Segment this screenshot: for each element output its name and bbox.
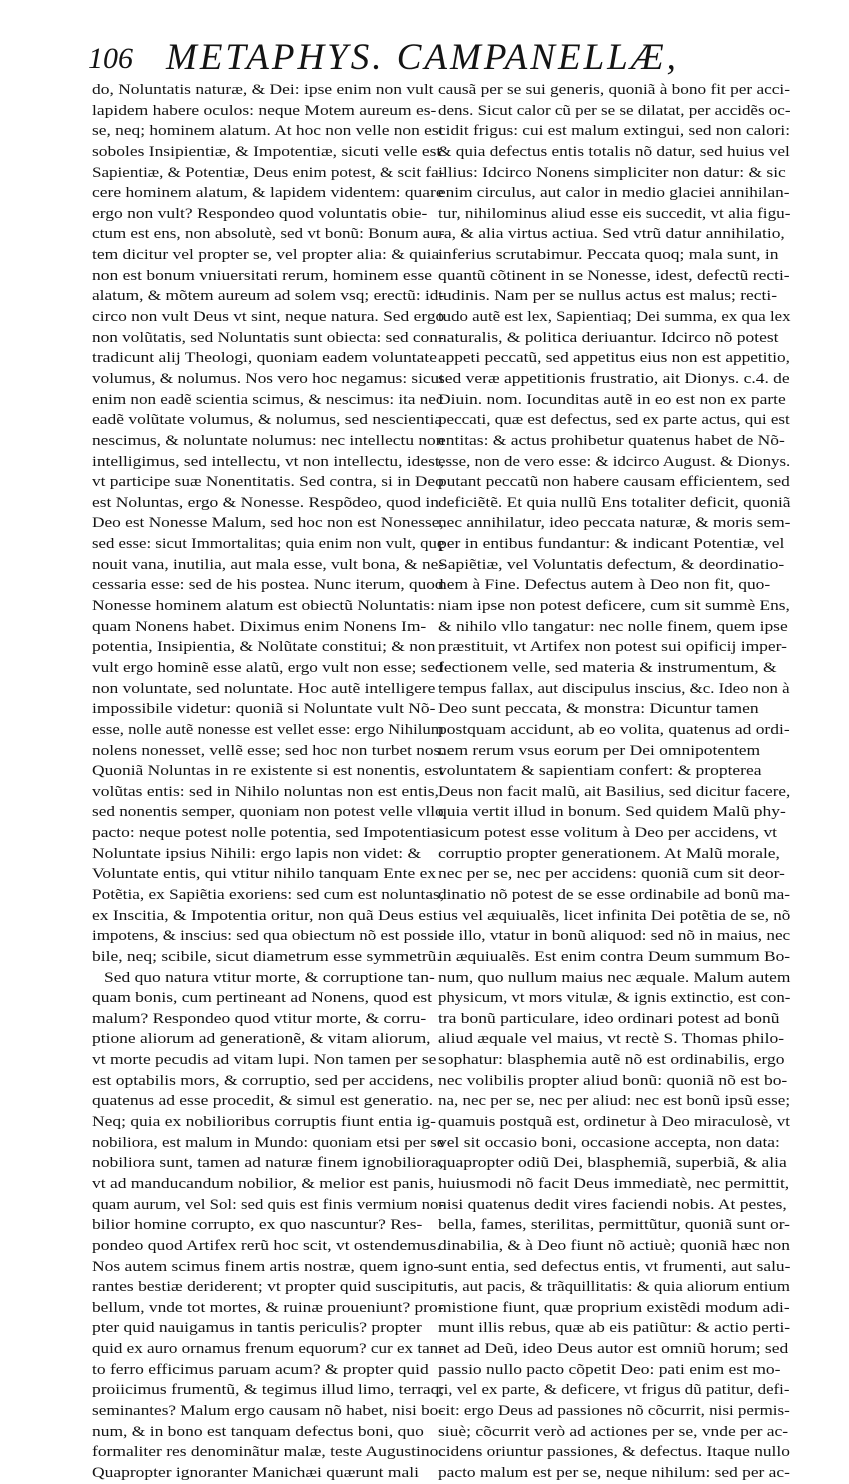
text-line: sed esse: sicut Immortalitas; quia enim non vult, quę <box>92 535 445 553</box>
text-line: Diuin. nom. Iocunditas autẽ in eo est non ex parte <box>438 390 786 408</box>
text-line: net ad Deũ, ideo Deus autor est omniũ horum; sed <box>438 1340 789 1358</box>
text-line: non voluntate, sed noluntate. Hoc autẽ intelligere <box>92 679 436 697</box>
text-line: Sed quo natura vtitur morte, & corruptione tan- <box>104 968 435 986</box>
page-number: 106 <box>88 42 133 75</box>
text-line: volũtas entis: sed in Nihilo noluntas non est entis, <box>92 782 439 800</box>
text-line: quantũ cõtinent in se Nonesse, idest, defectũ recti- <box>438 266 790 284</box>
text-line: ius vel æquiualẽs, licet infinita Dei potẽtia de se, nõ <box>438 906 791 924</box>
text-line: præstituit, vt Artifex non potest sui opificij imper- <box>438 638 787 656</box>
text-line: nouit vana, inutilia, aut mala esse, vult bona, & ne- <box>92 555 445 573</box>
text-line: num, quo nullum maius nec æquale. Malum autem <box>438 968 791 986</box>
running-header <box>86 36 826 80</box>
text-line: & quia defectus entis totalis nõ datur, sed huius vel <box>438 142 790 160</box>
text-line: Deo est Nonesse Malum, sed hoc non est Nonesse, <box>92 514 444 532</box>
text-line: quatenus ad esse procedit, & simul est generatio. <box>92 1092 433 1110</box>
text-line: to ferro efficimus paruam acum? & propter quid <box>92 1360 429 1378</box>
text-line: siuè; cõcurrit verò ad actiones per se, vnde per ac- <box>438 1422 789 1440</box>
text-line: volumus, & nolumus. Nos vero hoc negamus: sicut <box>92 369 444 387</box>
text-line: Sapiẽtiæ, vel Voluntatis defectum, & deordinatio- <box>438 555 785 573</box>
text-line: pondeo quod Artifex rerũ hoc scit, vt ostendemus. <box>92 1236 441 1254</box>
text-line: malum? Respondeo quod vtitur morte, & corru- <box>92 1009 427 1027</box>
right-column <box>438 80 790 1484</box>
text-line: seminantes? Malum ergo causam nõ habet, nisi bo- <box>92 1402 444 1419</box>
text-line: cessaria esse: sed de his postea. Nunc iterum, quod <box>92 576 444 594</box>
text-line: nolens nonesset, vellẽ esse; sed hoc non turbet nos. <box>92 741 445 759</box>
text-line: eadẽ volũtate volumus, & nolumus, sed nescientia <box>92 411 443 429</box>
text-line: nescimus, & noluntate nolumus: nec intellectu non <box>92 431 445 449</box>
text-line: esse, non de vero esse: & idcirco August. & Dionys. <box>438 452 791 470</box>
text-line: dens. Sicut calor cũ per se se dilatat, per accidẽs oc- <box>438 101 791 119</box>
text-line: cere hominem alatum, & lapidem videntem: quare <box>92 184 444 202</box>
text-line: nec volibilis propter aliud bonũ: quoniã nõ est bo- <box>438 1071 788 1089</box>
text-line: & nihilo vllo tangatur: nec nolle finem, quem ipse <box>438 617 788 635</box>
text-line: vel sit occasio boni, occasione accepta, non data: <box>438 1133 780 1151</box>
text-line: quapropter odiũ Dei, blasphemiã, superbiã, & alia <box>438 1154 787 1172</box>
text-line: niam ipse non potest deficere, cum sit summè Ens, <box>438 597 790 615</box>
text-line: quam bonis, cum pertineant ad Nonens, quod est <box>92 989 433 1007</box>
text-line: tempus fallax, aut discipulus inscius, &c. Ideo non à <box>438 679 790 697</box>
text-line: Noluntate ipsius Nihili: ergo lapis non videt: & <box>92 844 422 862</box>
text-line: ctum est ens, non absolutè, sed vt bonũ: Bonum au- <box>92 225 445 243</box>
text-line: sunt entia, sed defectus entis, vt frumenti, aut salu- <box>438 1257 791 1275</box>
text-line: formaliter res denominãtur malæ, teste Augustino. <box>92 1443 443 1461</box>
text-line: potentia, Insipientia, & Nolũtate constitui; & non <box>92 638 436 656</box>
text-line: pacto malum est per se, neque nihilum: sed per ac- <box>438 1463 790 1481</box>
text-line: esse, nolle autẽ nonesse est vellet esse: ergo Nihilum <box>92 720 444 738</box>
text-line: causã per se sui generis, quoniã à bono fit per acci- <box>438 81 790 98</box>
text-line: impotens, & inscius: sed qua obiectum nõ est possi- <box>92 927 445 945</box>
text-line: munt illis rebus, quæ ab eis patiũtur: & actio perti- <box>438 1319 791 1337</box>
text-line: proiicimus frumentũ, & tegimus illud limo, terraq; <box>92 1381 445 1399</box>
text-line: vt morte pecudis ad vitam lupi. Non tamen per se <box>92 1051 437 1069</box>
text-line: in æquiualẽs. Est enim contra Deum summum Bo- <box>438 947 791 965</box>
text-line: putant peccatũ non habere causam efficientem, sed <box>438 473 790 491</box>
text-line: deficiẽtẽ. Et quia nullũ Ens totaliter deficit, quoniã <box>438 493 791 511</box>
text-line: ri, vel ex parte, & deficere, vt frigus dũ patitur, defi- <box>438 1381 790 1399</box>
text-line: nobiliora sunt, tamen ad naturæ finem ignobiliora, <box>92 1154 444 1172</box>
text-line: tra bonũ particulare, ideo ordinari potest ad bonũ <box>438 1009 780 1027</box>
text-line: bile, neq; scibile, sicut diametrum esse symmetrũ. <box>92 947 441 965</box>
text-line: nisi quatenus dedit vires faciendi nobis. At pestes, <box>438 1195 787 1213</box>
text-line: sed veræ appetitionis frustratio, ait Dionys. c.4. de <box>438 369 790 387</box>
text-line: Deo sunt peccata, & monstra: Dicuntur tamen <box>438 700 759 718</box>
text-line: do, Noluntatis naturæ, & Dei: ipse enim non vult <box>92 81 434 98</box>
text-line: ra, & alia virtus actiua. Sed vtrũ datur annihilatio, <box>438 225 785 243</box>
text-line: Nonesse hominem alatum est obiectũ Noluntatis: <box>92 597 435 615</box>
text-line: quam Nonens habet. Diximus enim Nonens Im- <box>92 617 427 635</box>
text-line: Deus non facit malũ, ait Basilius, sed dicitur facere, <box>438 782 791 800</box>
text-line: pter quid nauigamus in tantis periculis? propter <box>92 1319 422 1337</box>
text-line: bella, fames, sterilitas, permittũtur, quoniã sunt or- <box>438 1216 790 1234</box>
text-line: cidit frigus: cui est malum extingui, sed non calori: <box>438 122 791 140</box>
text-line: tis, aut pacis, & trãquillitatis: & quia aliorum entium <box>438 1278 790 1296</box>
text-line: naturalis, & politica deriuantur. Idcirco nõ potest <box>438 328 779 346</box>
text-line: vult ergo hominẽ esse alatũ, ergo vult non esse; sed <box>92 658 444 676</box>
left-column <box>92 80 444 1484</box>
text-line: peccati, quæ est defectus, sed ex parte actus, qui est <box>438 411 790 429</box>
text-line: corruptio propter generationem. At Malũ morale, <box>438 844 780 862</box>
text-line: est Noluntas, ergo & Nonesse. Respõdeo, quod in <box>92 493 440 511</box>
text-line: bilior homine corrupto, ex quo nascuntur? Res- <box>92 1216 423 1234</box>
text-line: quia vertit illud in bonum. Sed quidem Malũ phy- <box>438 803 786 821</box>
text-line: tradicunt alij Theologi, quoniam eadem voluntate <box>92 349 438 367</box>
text-line: enim non eadẽ scientia scimus, & nescimus: ita nec <box>92 390 444 408</box>
text-line: sicum potest esse volitum à Deo per accidens, vt <box>438 824 778 842</box>
text-line: ex Inscitia, & Impotentia oritur, non quã Deus est <box>92 906 438 924</box>
text-line: nec annihilatur, ideo peccata naturæ, & moris sem- <box>438 514 791 532</box>
text-line: Neq; quia ex nobilioribus corruptis fiunt entia ig- <box>92 1113 436 1131</box>
text-line: Sapientiæ, & Potentiæ, Deus enim potest, & scit fa- <box>92 163 445 181</box>
text-line: voluntatem & sapientiam confert: & propterea <box>438 762 762 780</box>
text-line: ergo non vult? Respondeo quod voluntatis obie- <box>92 204 428 222</box>
text-line: mistione fiunt, quæ proprium existẽdi modum adi- <box>438 1298 790 1316</box>
text-line: circo non vult Deus vt sint, neque natura. Sed ergo <box>92 308 445 326</box>
text-line: alatum, & mõtem aureum ad solem vsq; erectũ: id- <box>92 287 445 305</box>
text-line: rantes bestiæ deriderent; vt propter quid suscipitur <box>92 1278 444 1296</box>
text-line: tudo autẽ est lex, Sapientiaq; Dei summa, ex qua lex <box>438 308 791 326</box>
text-line: huiusmodi nõ facit Deus immediatè, nec permittit, <box>438 1174 790 1192</box>
text-line: Voluntate entis, qui vtitur nihilo tanquam Ente ex <box>92 865 437 883</box>
text-line: quid ex auro ornamus frenum equorum? cur ex tan- <box>92 1340 444 1358</box>
text-line: tem dicitur vel propter se, vel propter alia: & quia <box>92 246 440 264</box>
text-line: tudinis. Nam per se nullus actus est malus; recti- <box>438 287 778 305</box>
text-line: lapidem habere oculos: neque Motem aureum es- <box>92 101 437 119</box>
text-line: fectionem velle, sed materia & instrumentum, & <box>438 658 777 676</box>
text-line: quamuis postquã est, ordinetur à Deo miraculosè, vt <box>438 1113 790 1131</box>
text-line: non est bonum vniuersitati rerum, hominem esse <box>92 266 433 284</box>
text-line: vt participe suæ Nonentitatis. Sed contra, si in Deo <box>92 473 444 491</box>
text-line: inferius scrutabimur. Peccata quoq; mala sunt, in <box>438 246 779 264</box>
text-line: vt ad manducandum nobilior, & melior est panis, <box>92 1174 435 1192</box>
text-line: bellum, vnde tot mortes, & ruinæ proueniunt? pro- <box>92 1298 444 1316</box>
text-line: ptione aliorum ad generationẽ, & vitam aliorum, <box>92 1030 431 1048</box>
text-line: quam aurum, vel Sol: sed quis est finis vermium no- <box>92 1195 445 1213</box>
text-line: sophatur: blasphemia autẽ nõ est ordinabilis, ergo <box>438 1051 785 1069</box>
text-line: est optabilis mors, & corruptio, sed per accidens, <box>92 1071 434 1089</box>
text-line: postquam accidunt, ab eo volita, quatenus ad ordi- <box>438 720 790 738</box>
text-line: nobiliora, est malum in Mundo: quoniam etsi per se <box>92 1133 445 1151</box>
text-line: sed nonentis semper, quoniam non potest velle vllo <box>92 803 444 821</box>
text-line: appeti peccatũ, sed appetitus eius non est appetitio, <box>438 349 790 367</box>
text-line: pacto: neque potest nolle potentia, sed Impotentia. <box>92 824 444 842</box>
text-line: entitas: & actus prohibetur quatenus habet de Nõ- <box>438 431 785 449</box>
text-line: passio nullo pacto cõpetit Deo: pati enim est mo- <box>438 1360 781 1378</box>
text-line: enim circulus, aut calor in medio glaciei annihilan- <box>438 184 790 202</box>
text-line: physicum, vt mors vitulæ, & ignis extinctio, est con- <box>438 989 791 1007</box>
text-line: cit: ergo Deus ad passiones nõ cõcurrit, nisi permis- <box>438 1402 790 1419</box>
text-line: illius: Idcirco Nonens simpliciter non datur: & sic <box>438 163 786 181</box>
text-line: Quoniã Noluntas in re existente si est nonentis, est <box>92 762 444 780</box>
text-line: impossibile videtur: quoniã si Noluntate vult Nõ- <box>92 700 436 718</box>
text-line: Quapropter ignoranter Manichæi quærunt mali <box>92 1463 419 1481</box>
text-line: num, & in bono est tanquam defectus boni, quo <box>92 1422 424 1440</box>
text-line: non volũtatis, sed Noluntatis sunt obiecta: sed con- <box>92 328 444 346</box>
text-line: na, nec per se, nec per aliud: nec est bonũ ipsũ esse; <box>438 1092 791 1110</box>
text-line: tur, nihilominus aliud esse eis succedit, vt alia figu- <box>438 204 791 222</box>
text-line: nem à Fine. Defectus autem à Deo non fit, quo- <box>438 576 771 594</box>
text-line: soboles Insipientiæ, & Impotentiæ, sicuti velle est <box>92 142 442 160</box>
text-line: dinatio nõ potest de se esse ordinabile ad bonũ ma- <box>438 885 791 903</box>
text-line: aliud æquale vel maius, vt rectè S. Thomas philo- <box>438 1030 785 1048</box>
text-line: cidens oriuntur passiones, & defectus. Itaque nullo <box>438 1443 790 1461</box>
text-line: intelligimus, sed intellectu, vt non intellectu, idest, <box>92 452 445 470</box>
text-line: Potẽtia, ex Sapiẽtia exoriens: sed cum est noluntas, <box>92 885 445 903</box>
text-line: de illo, vtatur in bonũ aliquod: sed nõ in maius, nec <box>438 927 791 945</box>
text-line: dinabilia, & à Deo fiunt nõ actiuè; quoniã hæc non <box>438 1236 790 1254</box>
text-line: Nos autem scimus finem artis nostræ, quem igno- <box>92 1257 440 1275</box>
text-line: se, neq; hominem alatum. At hoc non velle non est <box>92 122 444 140</box>
text-line: per in entibus fundantur: & indicant Potentiæ, vel <box>438 535 785 553</box>
text-line: nec per se, nec per accidens: quoniã cum sit deor- <box>438 865 785 883</box>
running-title: METAPHYS. CAMPANELLÆ, <box>166 37 679 78</box>
text-line: nem rerum vsus eorum per Dei omnipotentem <box>438 741 761 759</box>
